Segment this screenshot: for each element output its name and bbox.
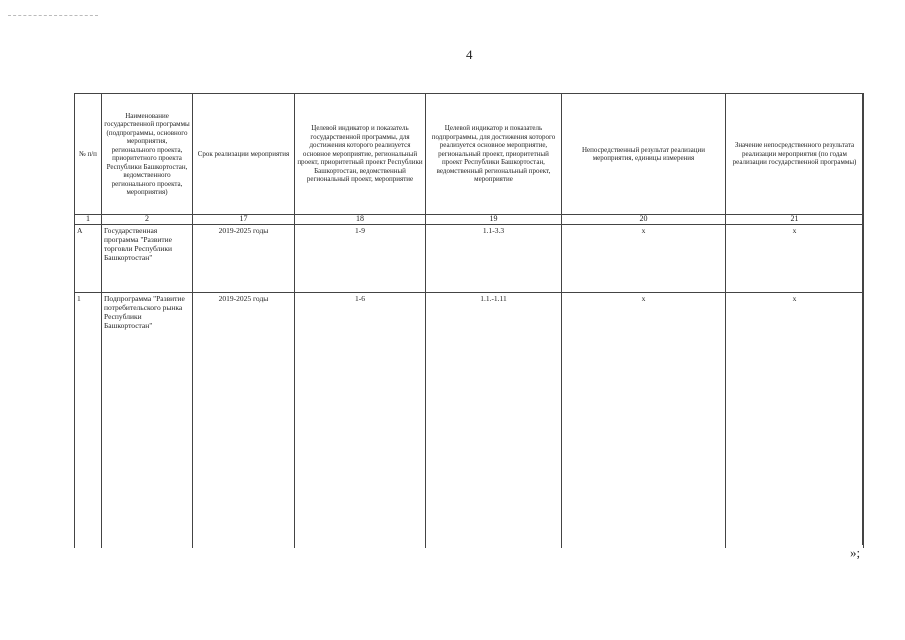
row-value: х [726, 293, 864, 549]
row-period: 2019-2025 годы [193, 225, 295, 293]
column-number: 20 [562, 215, 726, 225]
column-number: 19 [426, 215, 562, 225]
scan-artifact [8, 15, 98, 18]
table-row [75, 225, 864, 293]
header-value: Значение непосредственного результата реализации мероприятия (по годам реализации государственной программы) [726, 94, 864, 215]
row-result: х [562, 225, 726, 293]
row-number: 1 [75, 293, 102, 549]
column-number: 17 [193, 215, 295, 225]
column-numbers-row [75, 215, 864, 225]
row-number: А [75, 225, 102, 293]
measures-table-container [74, 93, 863, 545]
row-result: х [562, 293, 726, 549]
row-value: х [726, 225, 864, 293]
row-period: 2019-2025 годы [193, 293, 295, 549]
column-number: 21 [726, 215, 864, 225]
column-number: 2 [102, 215, 193, 225]
header-program-indicator: Целевой индикатор и показатель государственной программы, для достижения которого реализуется основное мероприятие, региональный проект, приоритетный проект Республики Башкортостан, ведомственный региональный проект, мероприятие [295, 94, 426, 215]
column-number: 1 [75, 215, 102, 225]
header-result: Непосредственный результат реализации мероприятия, единицы измерения [562, 94, 726, 215]
header-period: Срок реализации мероприятия [193, 94, 295, 215]
header-subprogram-indicator: Целевой индикатор и показатель подпрограммы, для достижения которого реализуется основное мероприятие, региональный проект, приоритетный проект Республики Башкортостан, ведомственный региональный проект, мероприятие [426, 94, 562, 215]
row-name: Подпрограмма "Развитие потребительского рынка Республики Башкортостан" [102, 293, 193, 549]
row-subprogram-indicator: 1.1.-1.11 [426, 293, 562, 549]
header-name: Наименование государственной программы (подпрограммы, основного мероприятия, регионального проекта, приоритетного проекта Республики Башкортостан, ведомственного регионального проекта, мероприятия) [102, 94, 193, 215]
header-row [75, 94, 864, 215]
header-num: № п/п [75, 94, 102, 215]
row-name: Государственная программа "Развитие торговли Республики Башкортостан" [102, 225, 193, 293]
row-program-indicator: 1-9 [295, 225, 426, 293]
page-number: 4 [466, 47, 473, 62]
table-row [75, 293, 864, 549]
closing-mark: »; [850, 545, 861, 560]
row-subprogram-indicator: 1.1-3.3 [426, 225, 562, 293]
column-number: 18 [295, 215, 426, 225]
measures-table [74, 93, 864, 548]
row-program-indicator: 1-6 [295, 293, 426, 549]
